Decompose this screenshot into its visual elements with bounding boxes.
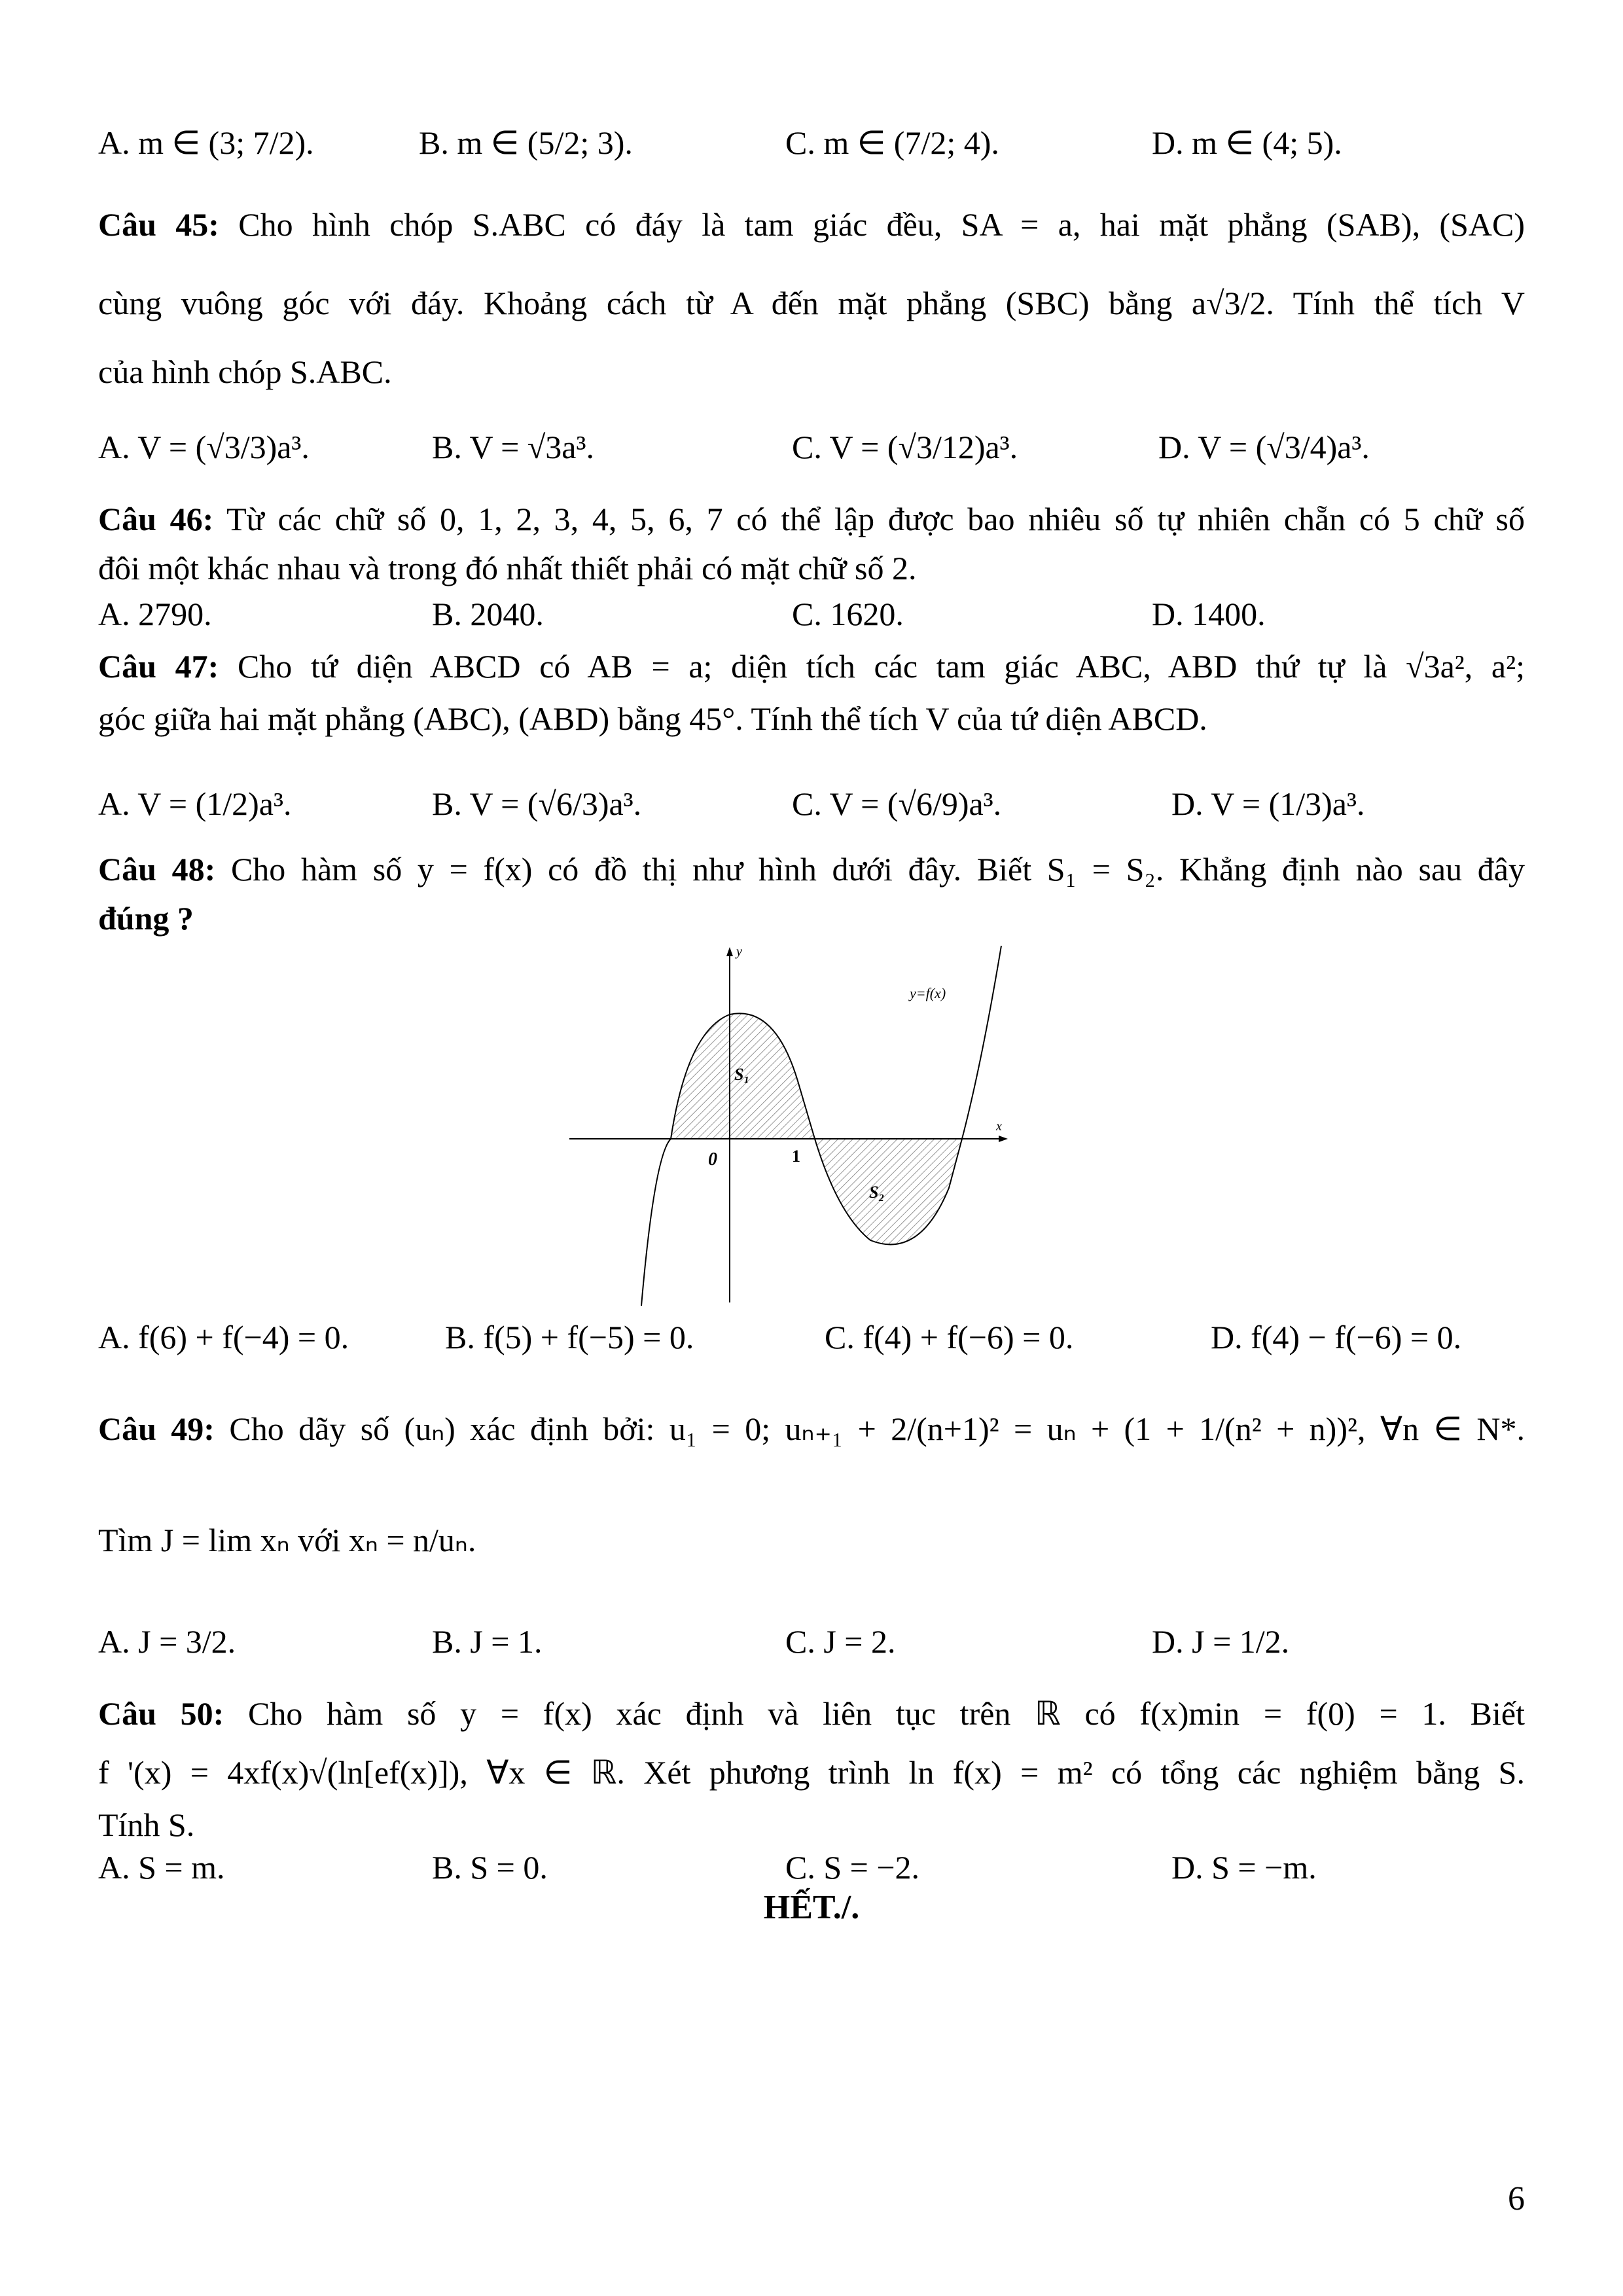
- q48-option-d: D. f(4) − f(−6) = 0.: [1211, 1319, 1462, 1355]
- q47-text-2: góc giữa hai mặt phẳng (ABC), (ABD) bằng 45°. Tính thể tích V của tứ diện ABCD.: [98, 700, 1207, 737]
- page-number: 6: [1508, 2180, 1525, 2217]
- q50-line-1: [98, 1692, 1525, 1735]
- q45-text-3: của hình chóp S.ABC.: [98, 353, 392, 390]
- q45-option-d: D. V = (√3/4)a³.: [1158, 429, 1370, 465]
- y-axis-arrow: [726, 947, 733, 956]
- q47-line-2: [98, 697, 1525, 740]
- q50-text-2: f '(x) = 4xf(x)√(ln[ef(x)]), ∀x ∈ ℝ. Xét phương trình ln f(x) = m² có tổng các nghiệm bằng S.: [98, 1754, 1525, 1791]
- q50-text-3: Tính S.: [98, 1806, 195, 1843]
- q46-option-c: C. 1620.: [792, 596, 904, 632]
- q45-option-b: B. V = √3a³.: [432, 429, 594, 465]
- q44-option-d: D. m ∈ (4; 5).: [1152, 124, 1342, 161]
- q44-option-a: A. m ∈ (3; 7/2).: [98, 124, 314, 161]
- q46-option-a: A. 2790.: [98, 596, 212, 632]
- q45-option-a: A. V = (√3/3)a³.: [98, 429, 310, 465]
- q46-text-2: đôi một khác nhau và trong đó nhất thiết phải có mặt chữ số 2.: [98, 550, 917, 586]
- q45-line-1: [98, 203, 1525, 246]
- q47-options: [98, 782, 1525, 825]
- q47-text-1: Cho tứ diện ABCD có AB = a; diện tích các tam giác ABC, ABD thứ tự là √3a², a²;: [237, 648, 1525, 685]
- q50-options: [98, 1846, 1525, 1889]
- q50-option-b: B. S = 0.: [432, 1849, 548, 1886]
- q47-label: Câu 47:: [98, 648, 219, 685]
- q48-text-1: Cho hàm số y = f(x) có đồ thị như hình dưới đây. Biết S₁ = S₂. Khẳng định nào sau đây: [230, 851, 1525, 888]
- q50-line-3: [98, 1803, 1525, 1846]
- q45-label: Câu 45:: [98, 206, 219, 243]
- q49-line-1: [98, 1407, 1525, 1450]
- q46-label: Câu 46:: [98, 501, 214, 537]
- tick-label-1: 1: [792, 1147, 800, 1166]
- q49-options: [98, 1620, 1525, 1663]
- y-axis-label: y: [736, 944, 742, 959]
- q49-text-1: Cho dãy số (uₙ) xác định bởi: u₁ = 0; uₙ₊₁ + 2/(n+1)² = uₙ + (1 + 1/(n² + n))², ∀n ∈ N*.: [229, 1410, 1525, 1447]
- q49-line-2: [98, 1518, 1525, 1562]
- q50-option-d: D. S = −m.: [1171, 1849, 1317, 1886]
- q49-option-d: D. J = 1/2.: [1152, 1623, 1290, 1660]
- q44-option-b: B. m ∈ (5/2; 3).: [419, 124, 633, 161]
- q48-option-c: C. f(4) + f(−6) = 0.: [825, 1319, 1074, 1355]
- q50-option-c: C. S = −2.: [785, 1849, 920, 1886]
- x-axis-arrow: [999, 1136, 1008, 1142]
- q49-text-2: Tìm J = lim xₙ với xₙ = n/uₙ.: [98, 1522, 476, 1558]
- q47-option-b: B. V = (√6/3)a³.: [432, 785, 642, 822]
- q46-line-1: [98, 497, 1525, 541]
- q50-option-a: A. S = m.: [98, 1849, 225, 1886]
- q48-line-2: [98, 897, 1525, 940]
- x-axis-label: x: [996, 1119, 1002, 1134]
- q46-option-d: D. 1400.: [1152, 596, 1266, 632]
- q48-option-a: A. f(6) + f(−4) = 0.: [98, 1319, 349, 1355]
- q47-line-1: [98, 645, 1525, 688]
- q44-option-c: C. m ∈ (7/2; 4).: [785, 124, 999, 161]
- origin-label: 0: [708, 1149, 717, 1170]
- q49-option-b: B. J = 1.: [432, 1623, 543, 1660]
- q45-text-1: Cho hình chóp S.ABC có đáy là tam giác đều, SA = a, hai mặt phẳng (SAB), (SAC): [238, 206, 1525, 243]
- curve-label: y=f(x): [910, 985, 946, 1001]
- function-graph: [556, 939, 1014, 1312]
- q48-line-1: [98, 848, 1525, 891]
- q46-text-1: Từ các chữ số 0, 1, 2, 3, 4, 5, 6, 7 có thể lập được bao nhiêu số tự nhiên chẵn có 5 chữ số: [226, 501, 1525, 537]
- q47-option-d: D. V = (1/3)a³.: [1171, 785, 1365, 822]
- q49-option-c: C. J = 2.: [785, 1623, 896, 1660]
- q45-line-3: [98, 350, 1525, 393]
- end-marker: HẾT./.: [763, 1889, 860, 1926]
- q48-label: Câu 48:: [98, 851, 216, 888]
- q49-label: Câu 49:: [98, 1410, 215, 1447]
- q45-text-2: cùng vuông góc với đáy. Khoảng cách từ A đến mặt phẳng (SBC) bằng a√3/2. Tính thể tích V: [98, 285, 1525, 321]
- region-s2-label: S₂: [869, 1183, 885, 1202]
- q45-options: [98, 425, 1525, 469]
- region-s1-label: S₁: [734, 1065, 750, 1084]
- q46-options: [98, 592, 1525, 636]
- q47-option-a: A. V = (1/2)a³.: [98, 785, 292, 822]
- q46-line-2: [98, 547, 1525, 590]
- q49-option-a: A. J = 3/2.: [98, 1623, 236, 1660]
- q45-line-2: [98, 281, 1525, 325]
- region-s2: [815, 1139, 962, 1244]
- q47-option-c: C. V = (√6/9)a³.: [792, 785, 1002, 822]
- q48-option-b: B. f(5) + f(−5) = 0.: [445, 1319, 694, 1355]
- q50-label: Câu 50:: [98, 1695, 224, 1732]
- q45-option-c: C. V = (√3/12)a³.: [792, 429, 1018, 465]
- q50-line-2: [98, 1751, 1525, 1794]
- q44-options: [98, 121, 1525, 164]
- q48-text-2: đúng ?: [98, 900, 194, 937]
- q46-option-b: B. 2040.: [432, 596, 544, 632]
- q50-text-1: Cho hàm số y = f(x) xác định và liên tục trên ℝ có f(x)min = f(0) = 1. Biết: [248, 1695, 1525, 1732]
- q48-options: [98, 1316, 1525, 1359]
